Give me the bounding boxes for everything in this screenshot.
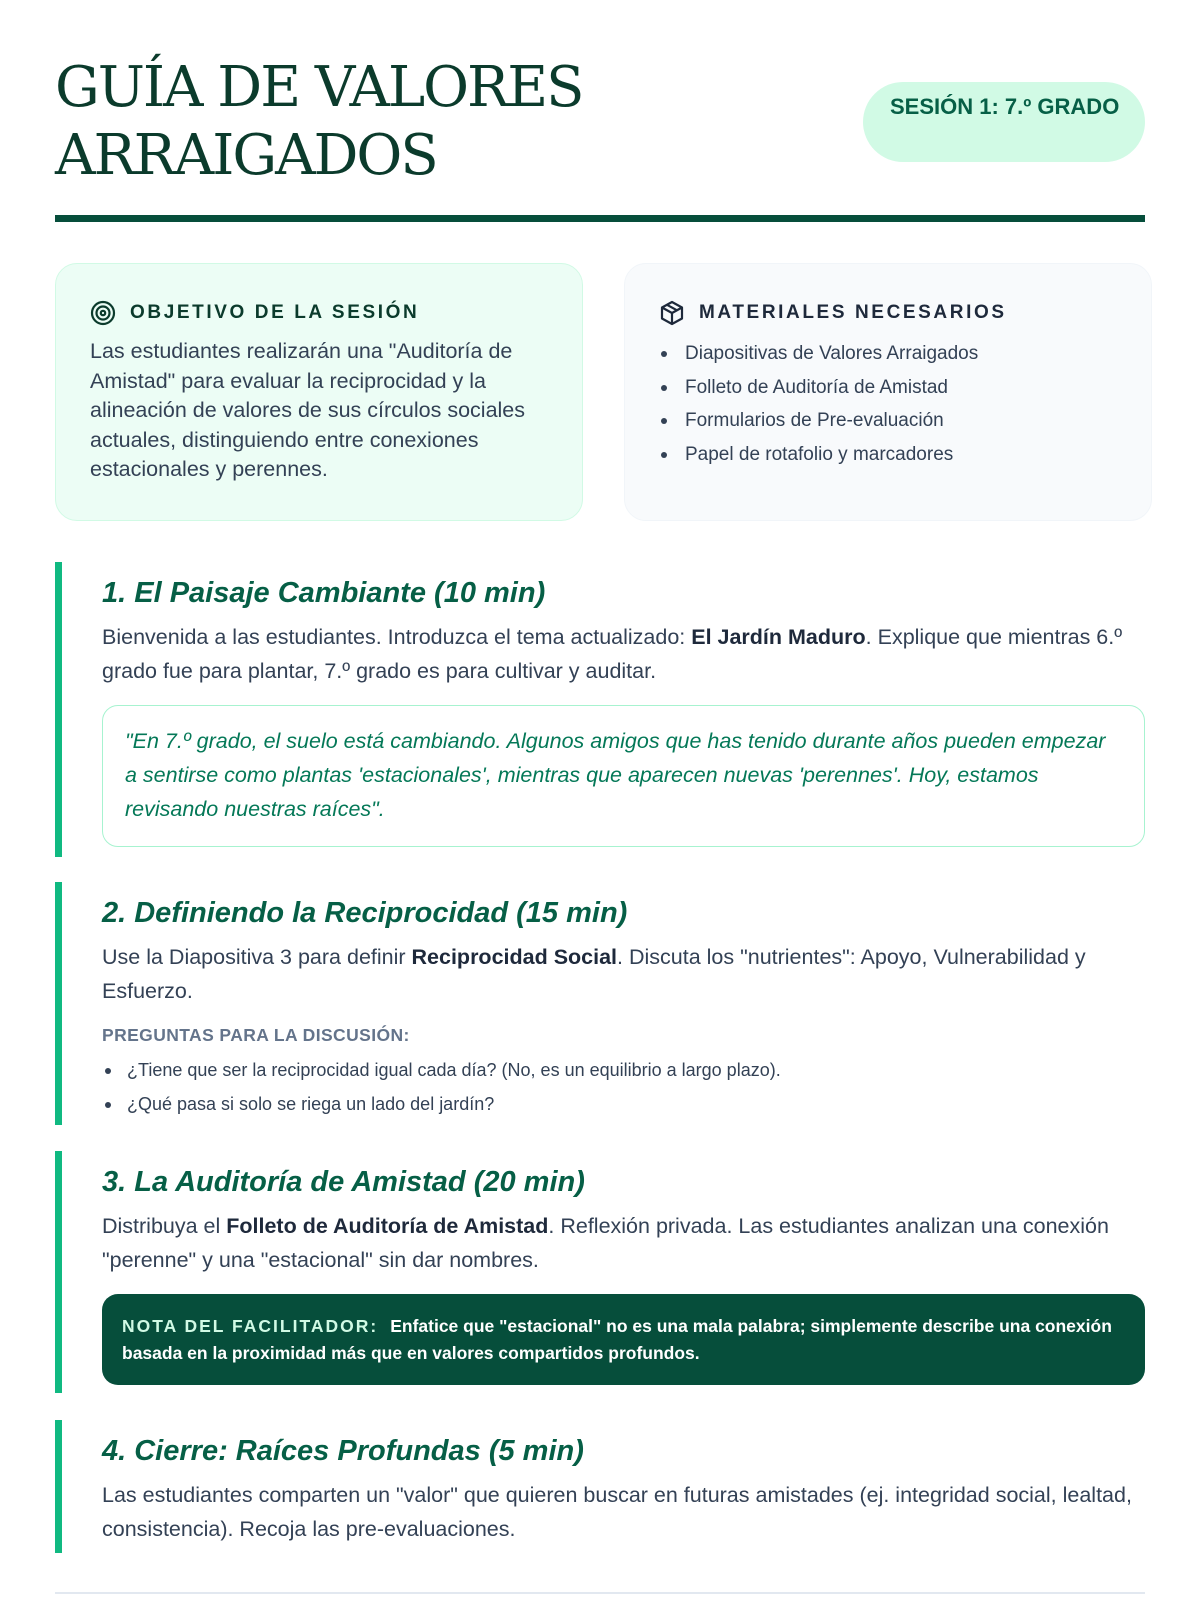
body-text: . Discuta los "nutrientes": Apoyo, Vulnerabilidad y Esfuerzo. <box>102 945 1086 1003</box>
body-text: . Reflexión privada. Las estudiantes analizan una conexión "perenne" y una "estacional" sin dar nombres. <box>102 1214 1109 1272</box>
info-cards <box>55 263 1145 521</box>
section-closing <box>55 1420 1145 1553</box>
section-audit <box>55 1151 1145 1393</box>
section-title: 3. La Auditoría de Amistad (20 min) <box>102 1166 585 1198</box>
list-item: ¿Tiene que ser la reciprocidad igual cada día? (No, es un equilibrio a largo plazo). <box>102 1054 1145 1088</box>
list-item: Diapositivas de Valores Arraigados <box>659 337 1121 371</box>
section-body <box>102 620 1145 688</box>
body-emphasis: El Jardín Maduro <box>691 625 866 649</box>
body-text: Bienvenida a las estudiantes. Introduzca el tema actualizado: <box>102 625 692 649</box>
objective-heading <box>90 297 552 329</box>
section-landscape <box>55 562 1145 857</box>
session-badge: SESIÓN 1: 7.º GRADO <box>863 82 1145 162</box>
questions-list <box>102 1054 1145 1121</box>
facilitator-note <box>102 1294 1145 1385</box>
body-emphasis: Folleto de Auditoría de Amistad <box>226 1214 549 1238</box>
body-emphasis: Reciprocidad Social <box>411 945 618 969</box>
objective-card <box>55 263 583 521</box>
materials-list <box>659 337 1121 471</box>
note-text: Enfatice que "estacional" no es una mala palabra; simplemente describe una conexión basada en la proximidad más que en valores compartidos profundos. <box>122 1316 1112 1363</box>
quote-box: "En 7.º grado, el suelo está cambiando. Algunos amigos que has tenido durante años pueden empezar a sentirse como plantas 'estacionales', mientras que aparecen nuevas 'perennes'. Hoy, estamos revisando nuestras raíces". <box>102 705 1145 847</box>
body-text: . Explique que mientras 6.º grado fue para plantar, 7.º grado es para cultivar y auditar. <box>102 625 1123 683</box>
section-body <box>102 1209 1145 1277</box>
list-item: Papel de rotafolio y marcadores <box>659 438 1121 472</box>
objective-heading-label: OBJETIVO DE LA SESIÓN <box>130 302 420 323</box>
page-title: GUÍA DE VALORES ARRAIGADOS <box>55 55 583 188</box>
target-icon <box>90 300 116 326</box>
body-text: Use la Diapositiva 3 para definir <box>102 945 412 969</box>
materials-heading-label: MATERIALES NECESARIOS <box>699 302 1007 323</box>
materials-card <box>624 263 1152 521</box>
materials-heading <box>659 297 1121 329</box>
list-item: Formularios de Pre-evaluación <box>659 404 1121 438</box>
section-body: Las estudiantes comparten un "valor" que quieren buscar en futuras amistades (ej. integridad social, lealtad, consistencia). Recoja las pre-evaluaciones. <box>102 1483 1132 1541</box>
questions-label: PREGUNTAS PARA LA DISCUSIÓN: <box>102 1025 410 1045</box>
body-text: Distribuya el <box>102 1214 227 1238</box>
list-item: ¿Qué pasa si solo se riega un lado del jardín? <box>102 1088 1145 1122</box>
note-label: NOTA DEL FACILITADOR: <box>122 1316 379 1336</box>
section-reciprocity <box>55 882 1145 1125</box>
header-divider <box>55 215 1145 222</box>
package-icon <box>659 300 685 326</box>
section-title: 4. Cierre: Raíces Profundas (5 min) <box>102 1435 584 1467</box>
list-item: Folleto de Auditoría de Amistad <box>659 371 1121 405</box>
page-header <box>55 0 1145 222</box>
section-title: 2. Definiendo la Reciprocidad (15 min) <box>102 897 628 929</box>
footer-divider <box>55 1592 1145 1594</box>
section-body <box>102 940 1145 1008</box>
section-title: 1. El Paisaje Cambiante (10 min) <box>102 577 546 609</box>
objective-text: Las estudiantes realizarán una "Auditoría de Amistad" para evaluar la reciprocidad y la alineación de valores de sus círculos sociales actuales, distinguiendo entre conexiones estacionales y perennes. <box>90 339 526 481</box>
